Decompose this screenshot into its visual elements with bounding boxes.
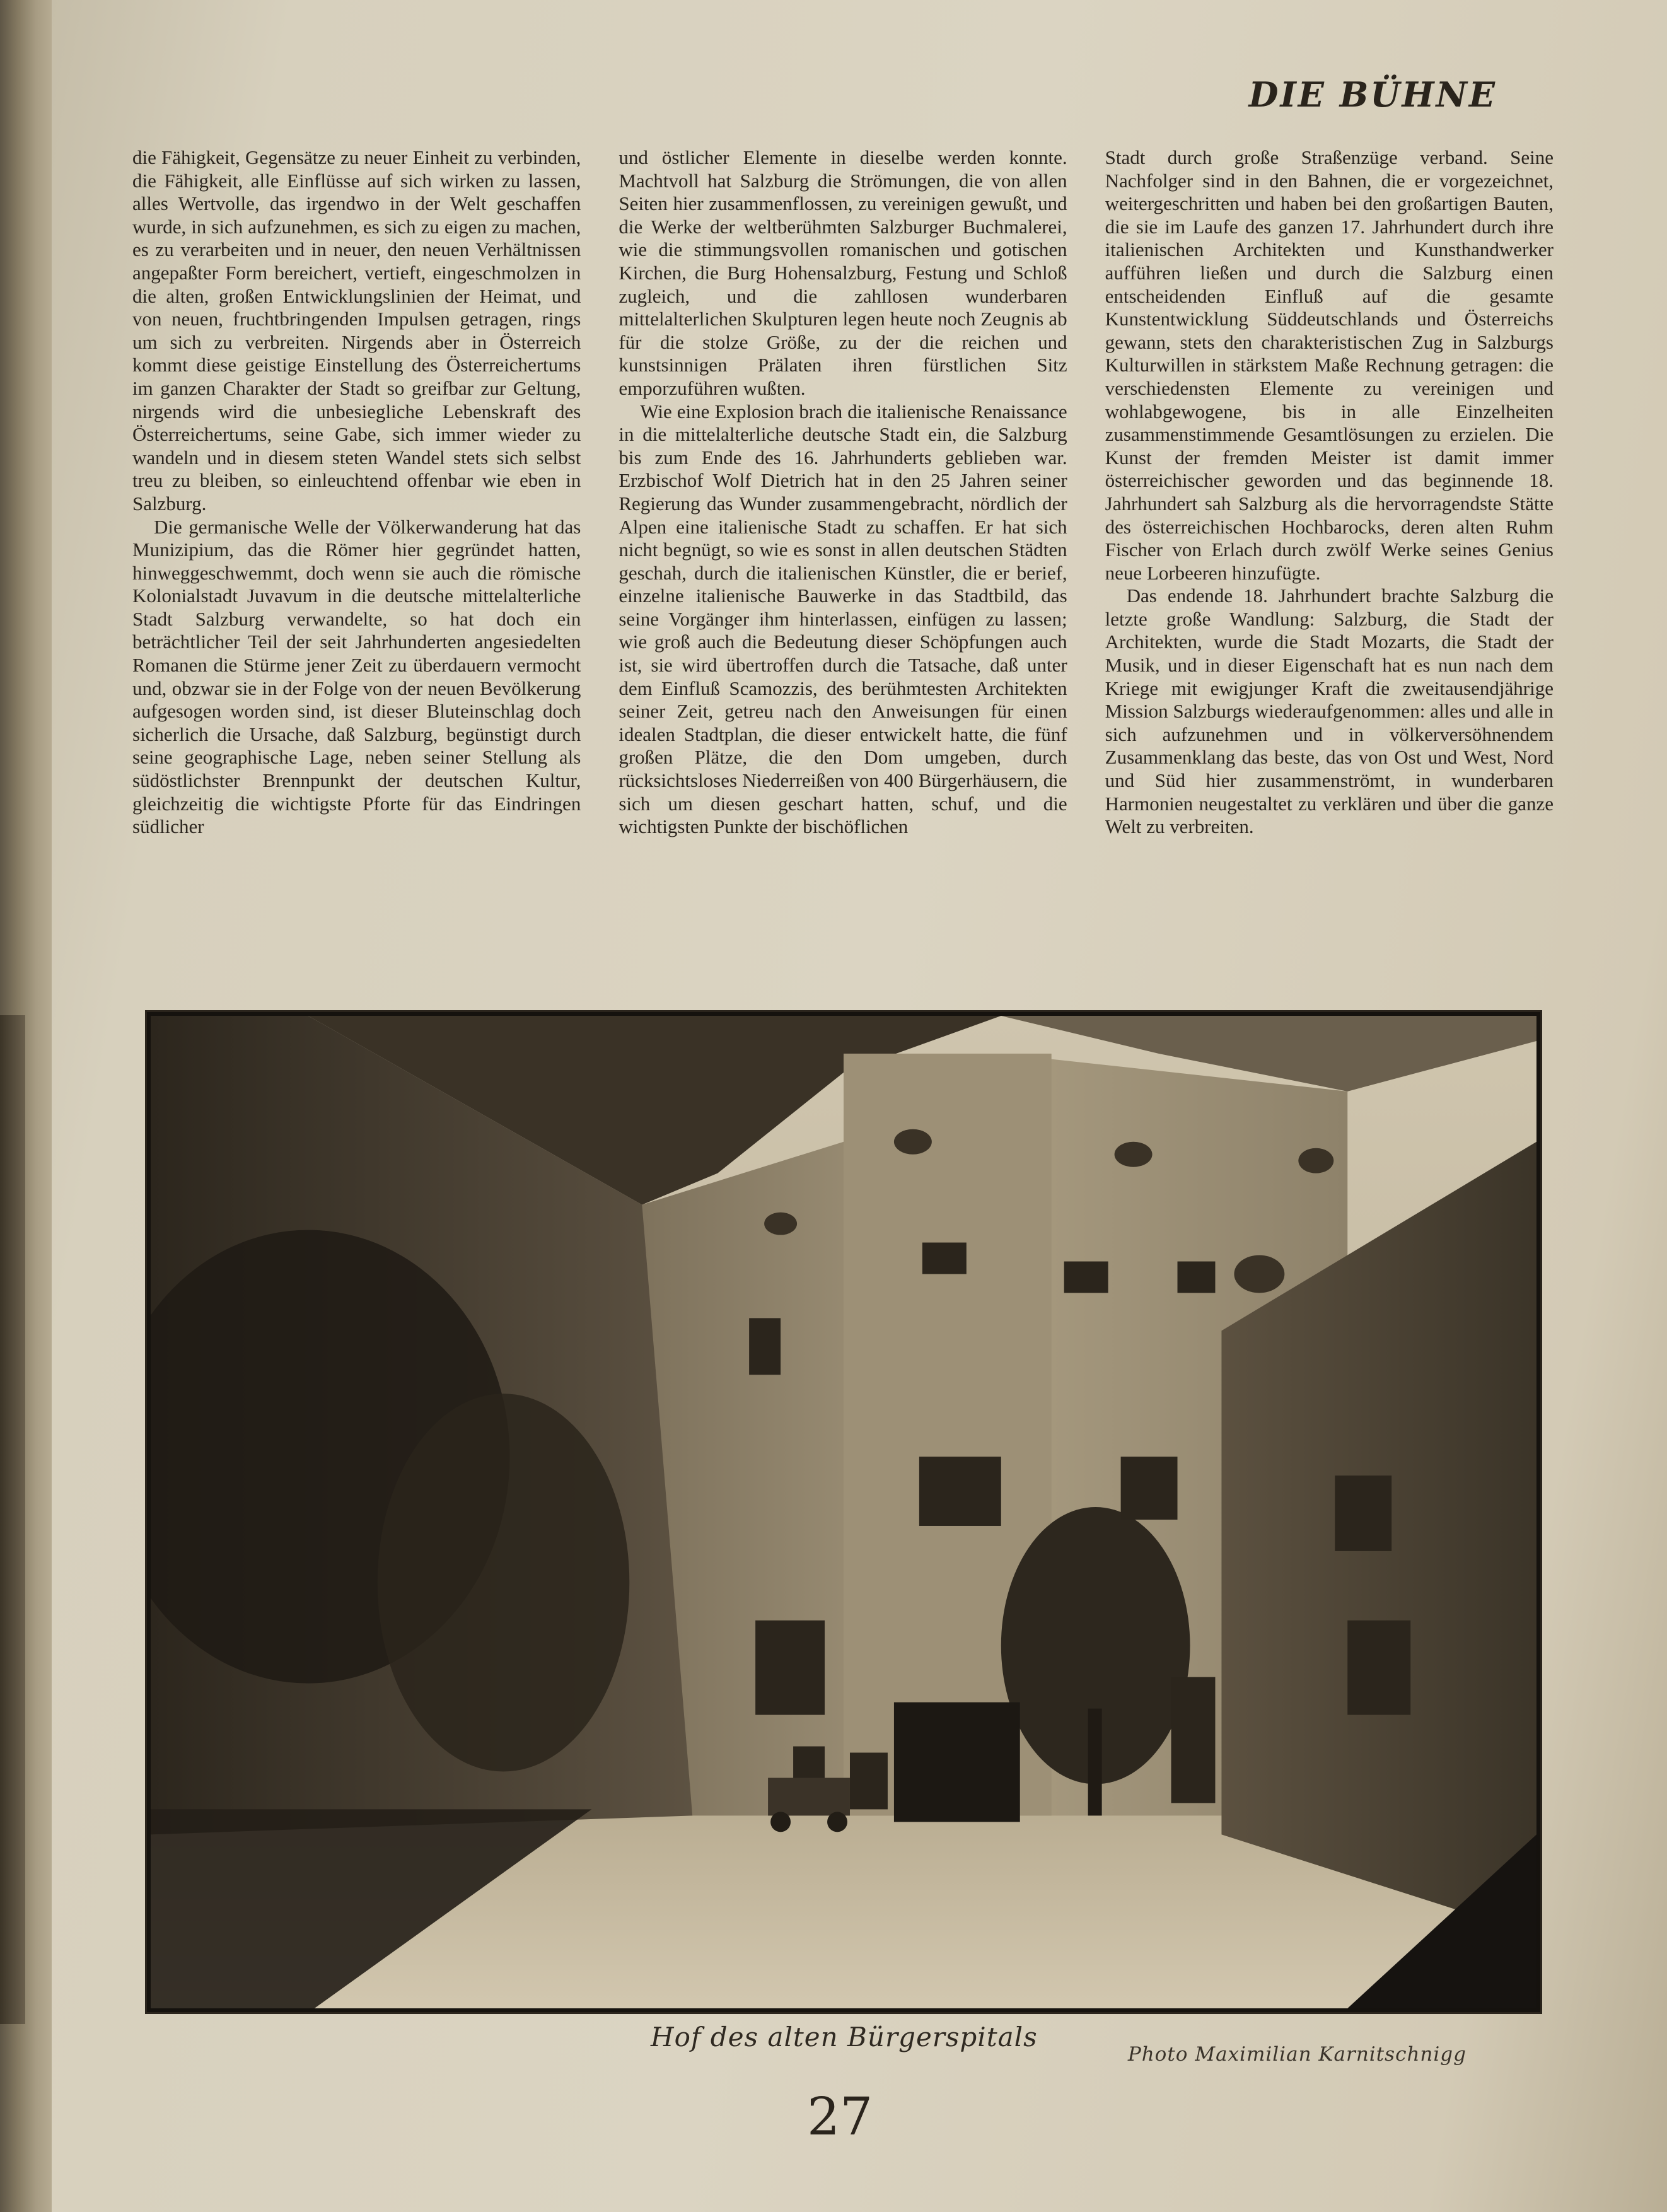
courtyard-photograph bbox=[145, 1010, 1542, 2014]
paragraph: Stadt durch große Straßenzüge verband. Seine Nachfolger sind in den Bahnen, die er vorgezeichnet, weitergeschritten und haben bei den großartigen Bauten, die sie im Laufe des ganzen 17. Jahrhundert durch ihre italienischen Architekten und Kunsthandwerker aufführen ließen und durch die Salzburg einen entscheidenden Einfluß auf die gesamte Kunstentwicklung Süddeutschlands und Österreichs gewann, stets den charakteristischen Zug in Salzburgs Kulturwillen in stärkstem Maße Rechnung getragen: die verschiedensten Elemente zu vereinigen und wohlabgewogene, bis in alle Einzelheiten zusammenstimmende Gesamtlösungen zu erzielen. Die Kunst der fremden Meister ist damit immer österreichischer geworden und das beginnende 18. Jahrhundert sah Salzburg als die hervorragendste Stätte des österreichischen Hochbarocks, deren alten Ruhm Fischer von Erlach durch zwölf Werke seines Genius neue Lorbeeren hinzufügte. bbox=[1105, 146, 1554, 584]
text-column-1 bbox=[132, 146, 581, 994]
paragraph: Die germanische Welle der Völkerwanderung hat das Munizipium, das die Römer hier gegründet hatten, hinweggeschwemmt, doch wenn sie auch die römische Kolonialstadt Juvavum in die deutsche mittelalterliche Stadt Salzburg verwandelte, so hat doch ein beträchtlicher Teil der seit Jahrhunderten angesiedelten Romanen die Stürme jener Zeit zu überdauern vermocht und, obzwar sie in der Folge von der neuen Bevölkerung aufgesogen worden sind, ist dieser Bluteinschlag doch sicherlich die Ursache, daß Salzburg, begünstigt durch seine geographische Lage, neben seiner Stellung als südöstlichster Brennpunkt der deutschen Kultur, gleichzeitig die wichtigste Pforte für das Eindringen südlicher bbox=[132, 515, 581, 838]
paragraph: Wie eine Explosion brach die italienische Renaissance in die mittelalterliche deutsche Stadt ein, die Salzburg bis zum Ende des 16. Jahrhunderts geblieben war. Erzbischof Wolf Dietrich hat in den 25 Jahren seiner Regierung das Wunder zusammengebracht, nördlich der Alpen eine italienische Stadt zu schaffen. Er hat sich nicht begnügt, so wie es sonst in allen deutschen Städten geschah, durch die italienischen Künstler, die er berief, einzelne italienische Bauwerke in das Stadtbild, das seine Vorgänger ihm hinterlassen, einfügen zu lassen; wie groß auch die Bedeutung dieser Schöpfungen auch ist, sie wird übertroffen durch die Tatsache, daß unter dem Einfluß Scamozzis, des berühmtesten Architekten seiner Zeit, getreu nach den Anweisungen für einen idealen Stadtplan, die dieser entwickelt hatte, die fünf großen Plätze, die den Dom umgeben, durch rücksichtsloses Niederreißen von 400 Bürgerhäusern, die sich um diesen geschart hatten, schuf, und die wichtigsten Punkte der bischöflichen bbox=[619, 400, 1067, 838]
text-column-3 bbox=[1105, 146, 1554, 994]
binding-shadow-edge bbox=[0, 1015, 25, 2024]
running-head: DIE BÜHNE bbox=[1248, 74, 1497, 115]
left-page-binding bbox=[0, 0, 52, 2212]
paragraph: die Fähigkeit, Gegensätze zu neuer Einheit zu verbinden, die Fähigkeit, alle Einflüsse auf sich wirken zu lassen, alles Wertvolle, das irgendwo in der Welt geschaffen wurde, in sich aufzunehmen, es sich zu eigen zu machen, es zu verarbeiten und in neuer, den neuen Verhältnissen angepaßter Form bereichert, vertieft, eingeschmolzen in die alten, großen Entwicklungslinien der Heimat, und von neuen, fruchtbringenden Impulsen getragen, rings um sich zu verbreiten. Nirgends aber in Österreich kommt diese geistige Einstellung des Österreichertums im ganzen Charakter der Stadt so greifbar zur Geltung, nirgends wird die unbesiegliche Lebenskraft des Österreichertums, seine Gabe, sich immer wieder zu wandeln und in diesem steten Wandel stets sich selbst treu zu bleiben, so einleuchtend offenbar wie eben in Salzburg. bbox=[132, 146, 581, 515]
courtyard-photo-illustration bbox=[151, 1016, 1536, 2008]
magazine-page bbox=[52, 0, 1667, 2212]
article-columns bbox=[132, 146, 1554, 994]
paragraph: Das endende 18. Jahrhundert brachte Salzburg die letzte große Wandlung: Salzburg, die Stadt der Architekten, wurde die Stadt Mozarts, die Stadt der Musik, und in dieser Eigenschaft hat es nun nach dem Kriege mit ewigjunger Kraft die zweitausendjährige Mission Salzburgs wiederaufgenommen: alles und alle in sich aufzunehmen und in völkerversöhnendem Zusammenklang das beste, das von Ost und West, Nord und Süd hier zusammenströmt, in wunderbaren Harmonien neugestaltet zu verklären und über die ganze Welt zu verbreiten. bbox=[1105, 585, 1554, 838]
photo-credit: Photo Maximilian Karnitschnigg bbox=[1127, 2043, 1467, 2066]
paragraph: und östlicher Elemente in dieselbe werden konnte. Machtvoll hat Salzburg die Strömungen, die von allen Seiten hier zusammenflossen, zu vereinigen gewußt, und die Werke der weltberühmten Salzburger Buchmalerei, wie die stimmungsvollen romanischen und gotischen Kirchen, die Burg Hohensalzburg, Festung und Schloß zugleich, und die zahllosen wunderbaren mittelalterlichen Skulpturen legen heute noch Zeugnis ab für die stolze Größe, zu der die reichen und kunstsinnigen Prälaten ihren fürstlichen Sitz emporzuführen wußten. bbox=[619, 146, 1067, 399]
page-number: 27 bbox=[807, 2087, 873, 2147]
text-column-2 bbox=[619, 146, 1067, 994]
photo-caption: Hof des alten Bürgerspitals bbox=[651, 2022, 1038, 2052]
